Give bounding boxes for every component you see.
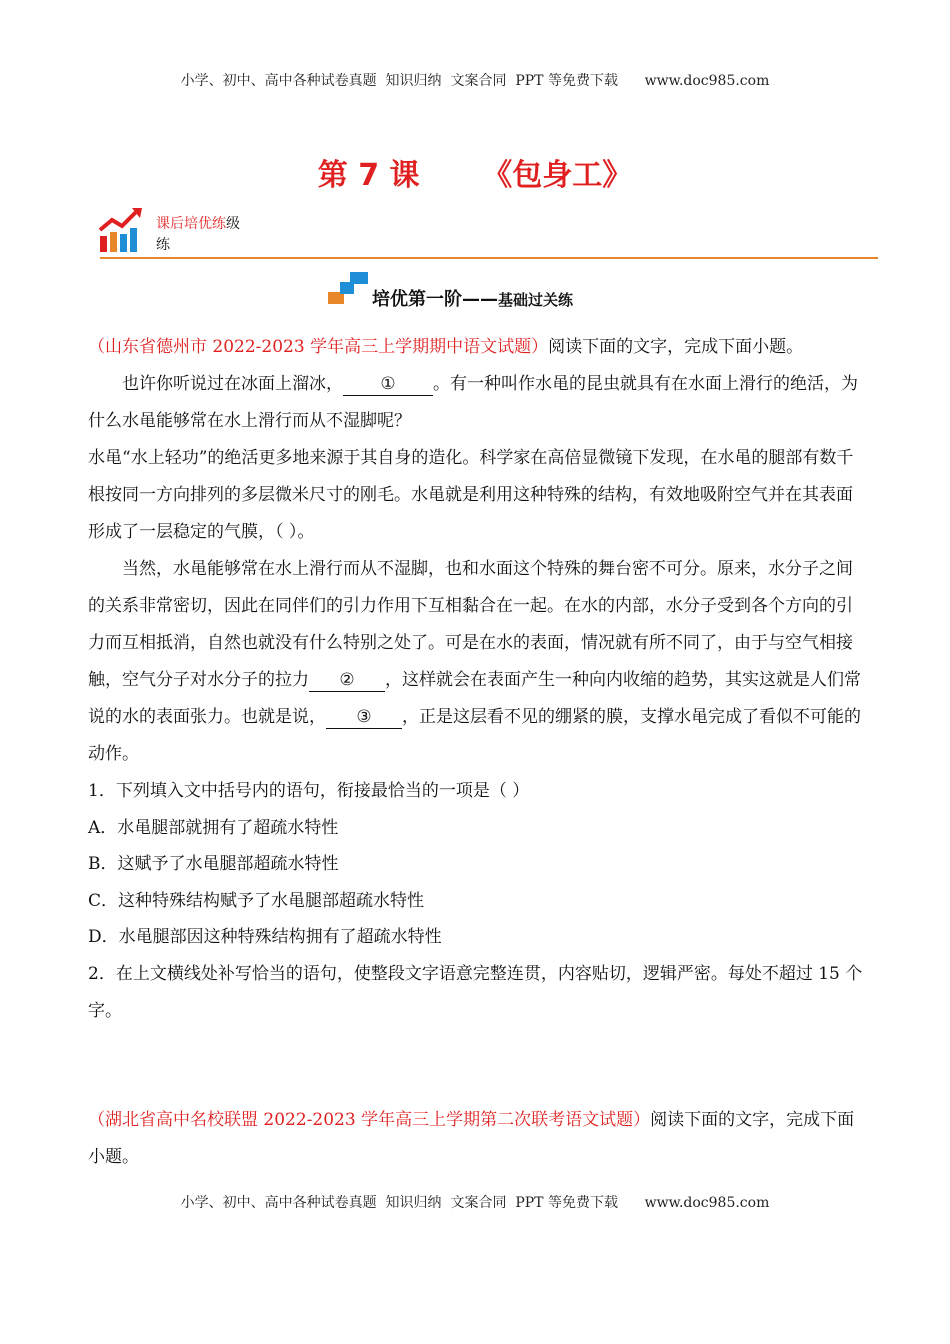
option-d: D．水黾腿部因这种特殊结构拥有了超疏水特性 bbox=[88, 927, 442, 947]
stairs-icon bbox=[328, 272, 368, 306]
section-divider bbox=[100, 257, 878, 259]
p1-text-b: 。有一种叫作水黾的昆虫就具有在水面上滑行的绝活，为什么水黾能够常在水上滑行而从不湿脚呢？ bbox=[88, 374, 858, 431]
p3-text-a: 当然，水黾能够常在水上滑行而从不湿脚，也和水面这个特殊的舞台密不可分。原来，水分子之间的关系非常密切，因此在同伴们的引力作用下互相黏合在一起。在水的内部，水分子受到各个方向的引力而互相抵消，自然也就没有什么特别之处了。可是在水的表面，情况就有所不同了，由于与空气相接触，空气分子对水分子的拉力 bbox=[88, 559, 853, 690]
page-footer: 小学、初中、高中各种试卷真题 知识归纳 文案合同 PPT 等免费下载 www.doc985.com bbox=[180, 1195, 770, 1211]
question-2: 2．在上文横线处补写恰当的语句，使整段文字语意完整连贯，内容贴切，逻辑严密。每处不超过 15 个字。 bbox=[88, 964, 863, 1021]
section1-instruction: 阅读下面的文字，完成下面小题。 bbox=[548, 337, 804, 357]
badge-black-label-2: 练 bbox=[156, 237, 170, 253]
lesson-title: 第 7 课 《包身工》 bbox=[317, 158, 633, 193]
question-1: 1．下列填入文中括号内的语句，衔接最恰当的一项是（ ） bbox=[88, 781, 530, 801]
p3-text-c: ，正是这层看不见的绷紧的膜，支撑水黾完成了看似不可能的动作。 bbox=[88, 707, 861, 764]
passage-paragraph-1 bbox=[88, 366, 863, 440]
section2-instruction: 阅读下面的文字，完成下面小题。 bbox=[88, 1110, 855, 1167]
p1-text-a: 也许你听说过在冰面上溜冰， bbox=[122, 374, 343, 394]
section2-source: （湖北省高中名校联盟 2022-2023 学年高三上学期第二次联考语文试题） bbox=[88, 1110, 651, 1130]
option-c: C．这种特殊结构赋予了水黾腿部超疏水特性 bbox=[88, 891, 425, 911]
page-header: 小学、初中、高中各种试卷真题 知识归纳 文案合同 PPT 等免费下载 www.doc985.com bbox=[180, 73, 770, 89]
passage-paragraph-3 bbox=[88, 551, 863, 773]
section2-intro bbox=[88, 1102, 863, 1176]
blank-3: ③ bbox=[326, 706, 402, 729]
section1-intro bbox=[88, 329, 863, 366]
badge-red-label: 课后培优练 bbox=[156, 216, 226, 232]
blank-2: ② bbox=[309, 669, 385, 692]
stage-heading bbox=[372, 285, 573, 311]
growth-chart-icon bbox=[98, 206, 146, 254]
p3-text-b: ，这样就会在表面产生一种向内收缩的趋势，其实这就是人们常说的水的表面张力。也就是说， bbox=[88, 670, 861, 727]
option-b: B．这赋予了水黾腿部超疏水特性 bbox=[88, 854, 339, 874]
section1-source: （山东省德州市 2022-2023 学年高三上学期期中语文试题） bbox=[88, 337, 549, 357]
stage-dash: —— bbox=[462, 289, 498, 310]
option-a: A．水黾腿部就拥有了超疏水特性 bbox=[88, 818, 339, 838]
badge-black-label: 级 bbox=[226, 216, 240, 232]
stage-sub: 基础过关练 bbox=[498, 291, 574, 309]
blank-1: ① bbox=[343, 373, 433, 396]
practice-badge bbox=[156, 214, 266, 256]
stage-main: 培优第一阶 bbox=[372, 289, 462, 310]
passage-paragraph-2: 水黾“水上轻功”的绝活更多地来源于其自身的造化。科学家在高倍显微镜下发现，在水黾的腿部有数千根按同一方向排列的多层微米尺寸的刚毛。水黾就是利用这种特殊的结构，有效地吸附空气并在其表面形成了一层稳定的气膜，（ ）。 bbox=[88, 448, 854, 542]
